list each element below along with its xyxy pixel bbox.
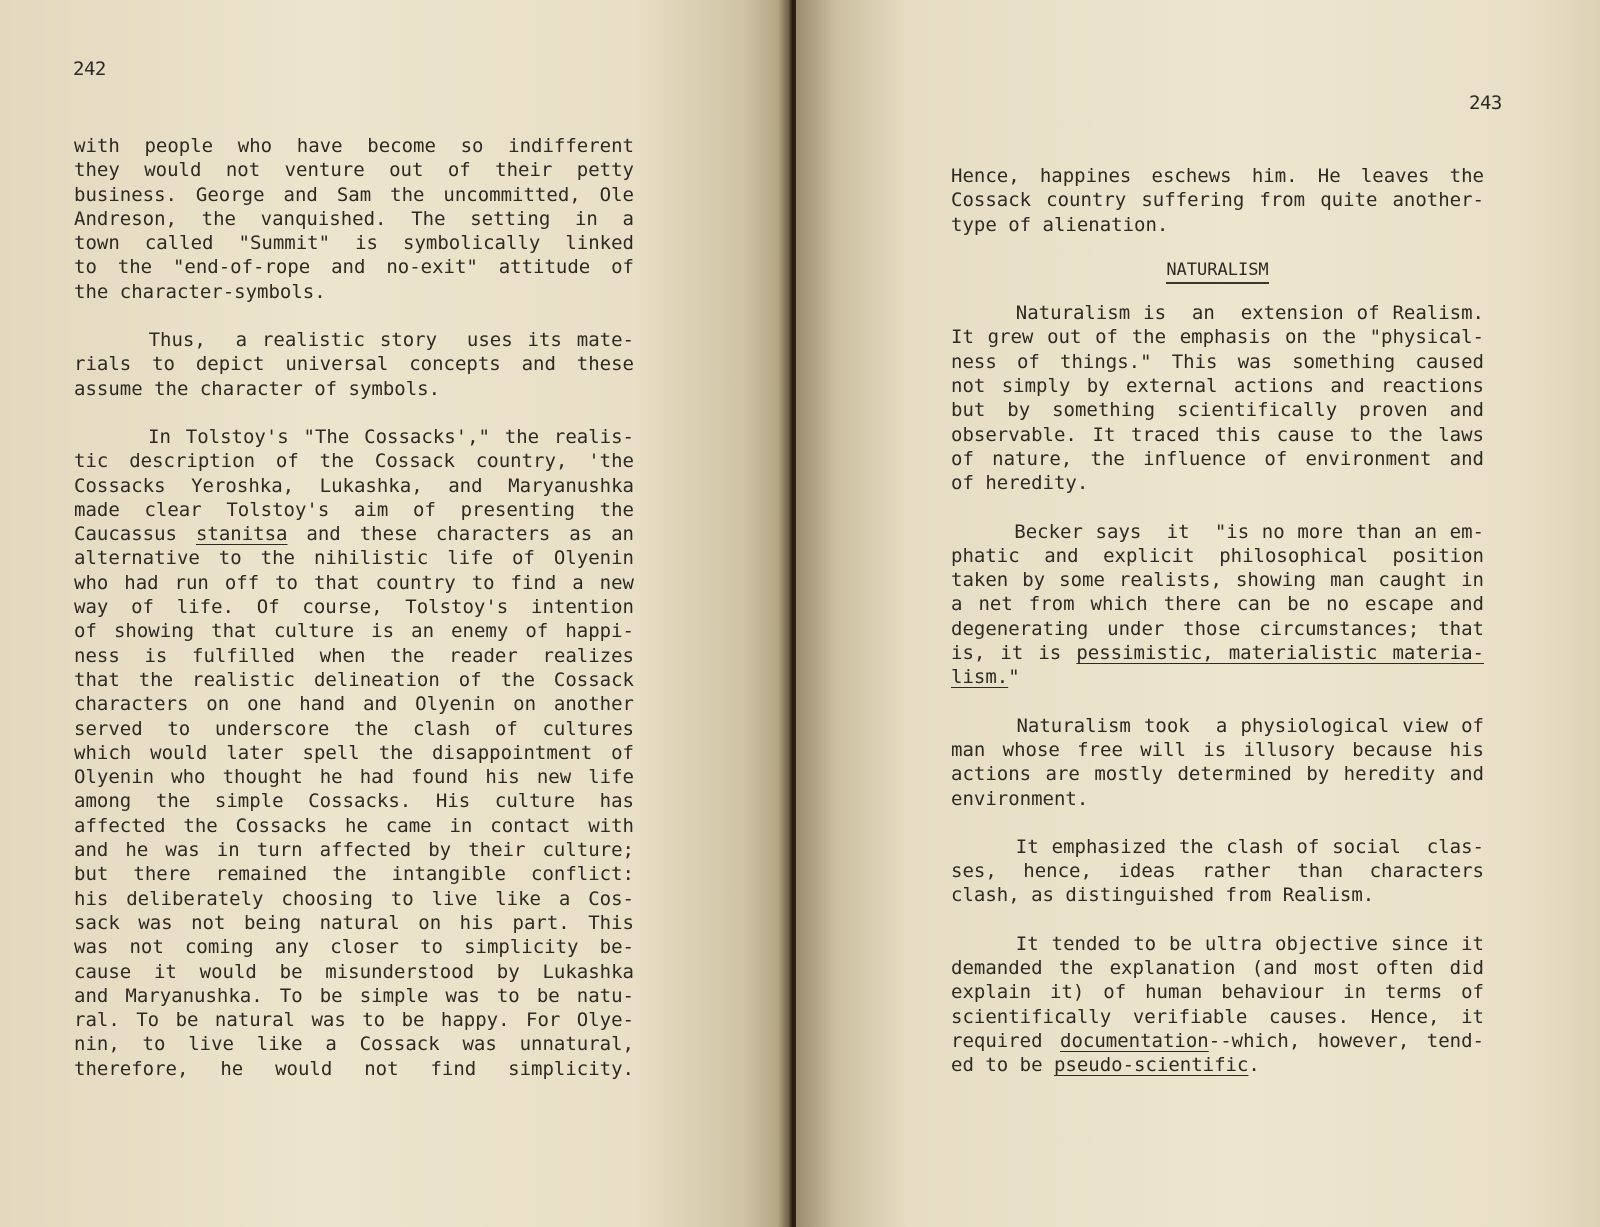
text-line: sack was not being natural on his part. This (74, 911, 634, 934)
text-line: town called "Summit" is symbolically linked (74, 232, 634, 255)
text-line-with-underline (951, 1029, 1484, 1053)
text-line: but there remained the intangible conflict: (74, 863, 634, 886)
text-line: who had run off to that country to find a new (74, 571, 634, 594)
text-line: nin, to live like a Cossack was unnatural, (74, 1033, 634, 1056)
text-line: served to underscore the clash of cultures (74, 717, 634, 740)
text-line: taken by some realists, showing man caught in (951, 569, 1484, 592)
underlined-word-pseudo-scientific: pseudo-scientific (1053, 1054, 1249, 1077)
text-line: the character-symbols. (74, 280, 326, 303)
text-line: alternative to the nihilistic life of Olyenin (74, 547, 634, 570)
text-fragment: is, it is (951, 642, 1077, 665)
left-page (0, 0, 792, 1227)
text-line: of showing that culture is an enemy of happi- (74, 620, 634, 643)
text-line: which would later spell the disappointment of (74, 741, 634, 764)
text-line: actions are mostly determined by heredity and (951, 763, 1484, 786)
text-line: was not coming any closer to simplicity be- (74, 936, 634, 959)
text-line: Becker says it "is no more than an em- (951, 520, 1484, 543)
text-line: business. George and Sam the uncommitted, Ole (74, 183, 634, 206)
text-line: characters on one hand and Olyenin on another (74, 693, 634, 716)
text-line: way of life. Of course, Tolstoy's intention (74, 596, 634, 619)
text-line: to the "end-of-rope and no-exit" attitude of (74, 256, 634, 279)
text-line: ses, hence, ideas rather than characters (951, 860, 1484, 883)
text-line: of heredity. (951, 472, 1089, 495)
text-line: In Tolstoy's "The Cossacks'," the realis- (74, 425, 634, 448)
left-page-number: 242 (73, 58, 106, 80)
text-line: Cossacks Yeroshka, Lukashka, and Maryanushka (74, 474, 634, 497)
underlined-phrase: pessimistic, materialistic materia- (1076, 642, 1485, 665)
text-line: with people who have become so indifferent (74, 135, 634, 157)
text-line: environment. (951, 787, 1089, 810)
text-line-with-underline (74, 522, 634, 546)
text-line: It tended to be ultra objective since it (951, 932, 1484, 955)
text-fragment: and these characters as an (287, 523, 635, 546)
text-line: Cossack country suffering from quite another- (951, 189, 1484, 212)
text-fragment: ed to be (951, 1054, 1054, 1077)
left-page-body (74, 134, 634, 1081)
text-line: Thus, a realistic story uses its mate- (74, 329, 634, 352)
text-line: Naturalism took a physiological view of (951, 714, 1484, 737)
text-line: a net from which there can be no escape and (951, 593, 1484, 616)
text-fragment: Caucassus (74, 523, 196, 546)
text-line-with-underline (951, 1053, 1484, 1077)
underlined-phrase-end: lism. (951, 666, 1009, 689)
text-line: observable. It traced this cause to the laws (951, 423, 1484, 446)
text-line: therefore, he would not find simplicity. (74, 1057, 634, 1080)
text-line: but by something scientifically proven and (951, 399, 1484, 422)
text-line: explain it) of human behaviour in terms of (951, 981, 1484, 1004)
right-page-body (951, 164, 1484, 1078)
right-page-number: 243 (1469, 92, 1502, 114)
text-fragment: required (951, 1029, 1061, 1052)
text-line: cause it would be misunderstood by Lukashka (74, 960, 634, 983)
text-line: Hence, happines eschews him. He leaves the (951, 165, 1484, 187)
text-line: not simply by external actions and reactions (951, 375, 1484, 398)
text-line: phatic and explicit philosophical position (951, 544, 1484, 567)
text-line: type of alienation. (951, 213, 1169, 236)
text-line: and he was in turn affected by their culture; (74, 839, 634, 862)
text-line: Naturalism is an extension of Realism. (951, 302, 1484, 325)
underlined-word-documentation: documentation (1060, 1029, 1209, 1052)
text-line: affected the Cossacks he came in contact with (74, 814, 634, 837)
underlined-word-stanitsa: stanitsa (195, 523, 288, 546)
heading-naturalism: NATURALISM (1166, 260, 1268, 284)
text-line: made clear Tolstoy's aim of presenting the (74, 498, 634, 521)
text-line: It emphasized the clash of social clas- (951, 835, 1484, 858)
text-line: It grew out of the emphasis on the "physical- (951, 326, 1484, 349)
text-fragment: --which, however, tend- (1208, 1029, 1484, 1052)
text-line: of nature, the influence of environment and (951, 447, 1484, 470)
text-line: and Maryanushka. To be simple was to be natu- (74, 984, 634, 1007)
text-line: that the realistic delineation of the Cossack (74, 668, 634, 691)
text-line: demanded the explanation (and most often did (951, 957, 1484, 980)
text-line-with-underline (951, 665, 1484, 689)
text-line: degenerating under those circumstances; that (951, 617, 1484, 640)
text-line: tic description of the Cossack country, 'the (74, 450, 634, 473)
text-line: clash, as distinguished from Realism. (951, 884, 1375, 907)
text-fragment: " (1008, 666, 1020, 689)
text-fragment: . (1248, 1054, 1260, 1077)
text-line: his deliberately choosing to live like a Cos- (74, 887, 634, 910)
section-heading (951, 257, 1484, 281)
text-line: rials to depict universal concepts and these (74, 353, 634, 376)
text-line: among the simple Cossacks. His culture has (74, 790, 634, 813)
text-line: ral. To be natural was to be happy. For Olye- (74, 1009, 634, 1032)
text-line: man whose free will is illusory because his (951, 738, 1484, 761)
text-line: they would not venture out of their petty (74, 159, 634, 182)
text-line: ness is fulfilled when the reader realizes (74, 644, 634, 667)
text-line: Andreson, the vanquished. The setting in a (74, 207, 634, 230)
text-line: ness of things." This was something caused (951, 350, 1484, 373)
text-line: assume the character of symbols. (74, 377, 441, 400)
text-line: Olyenin who thought he had found his new life (74, 766, 634, 789)
text-line: scientifically verifiable causes. Hence, it (951, 1005, 1484, 1028)
text-line-with-underline (951, 641, 1484, 665)
right-page (796, 0, 1600, 1227)
